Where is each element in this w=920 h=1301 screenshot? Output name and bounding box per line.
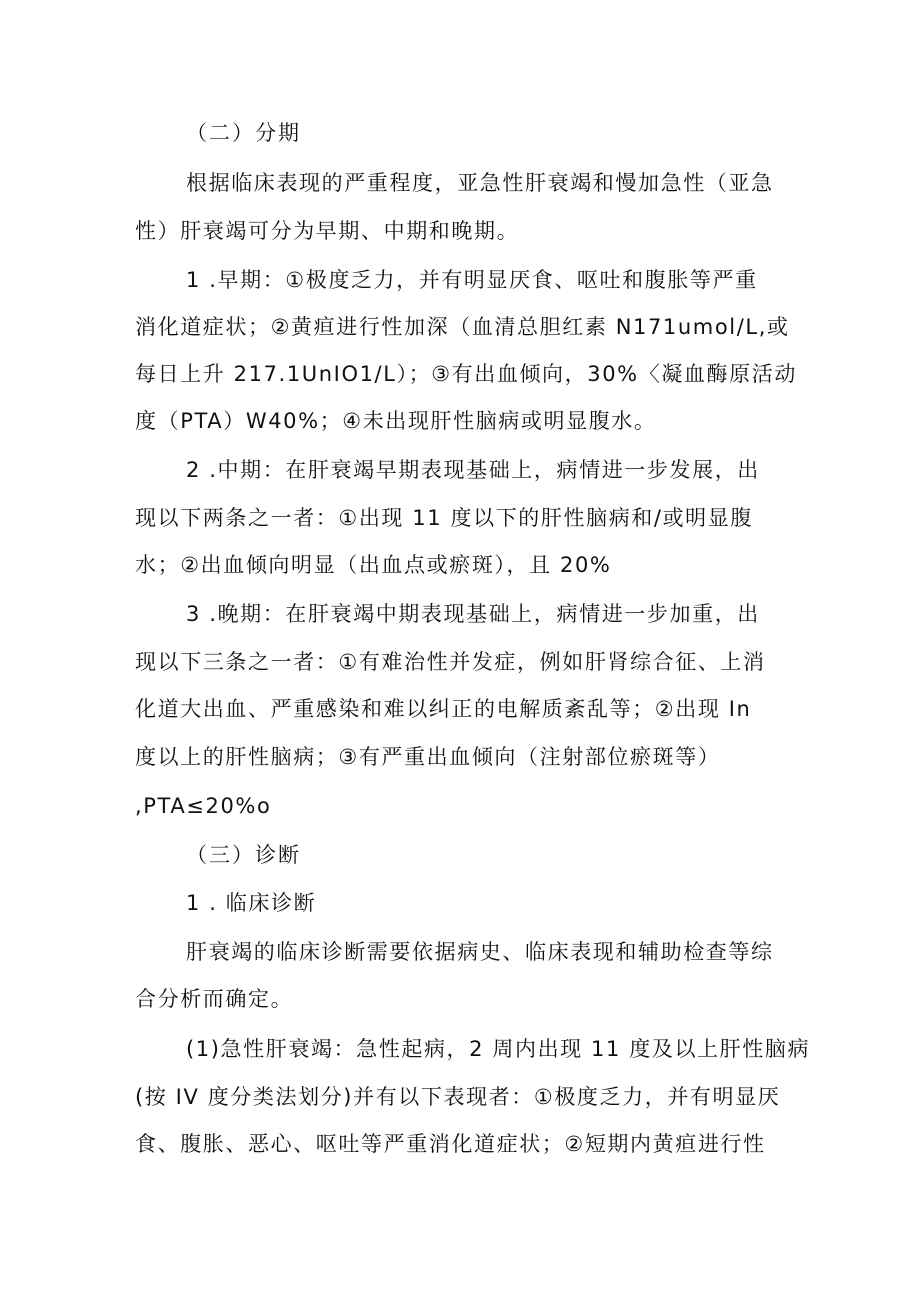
paragraph-line: 根据临床表现的严重程度，亚急性肝衰竭和慢加急性（亚急 <box>186 171 774 195</box>
paragraph-line: 水；②出血倾向明显（出血点或瘀斑），且 20% <box>135 553 612 577</box>
paragraph-line: 性）肝衰竭可分为早期、中期和晚期。 <box>135 219 520 243</box>
paragraph-line: 现以下两条之一者：①出现 11 度以下的肝性脑病和/或明显腹 <box>135 506 753 530</box>
paragraph-line: ,PTA≤20%o <box>135 794 272 818</box>
paragraph-line: 食、腹胀、恶心、呕吐等严重消化道症状；②短期内黄疸进行性 <box>135 1132 766 1156</box>
paragraph-line: 度（PTA）W40%；④未出现肝性脑病或明显腹水。 <box>135 409 657 433</box>
paragraph-line: 每日上升 217.1UnIO1/L）；③有出血倾向，30%〈凝血酶原活动 <box>135 362 797 386</box>
paragraph-line: 消化道症状；②黄疸进行性加深（血清总胆红素 N171umol/L,或 <box>135 315 790 339</box>
section-heading-diagnosis: （三）诊断 <box>186 843 301 867</box>
paragraph-line: 合分析而确定。 <box>135 987 294 1011</box>
paragraph-line: 肝衰竭的临床诊断需要依据病史、临床表现和辅助检查等综 <box>186 940 774 964</box>
paragraph-line: 1 .早期：①极度乏力，并有明显厌食、呕吐和腹胀等严重 <box>186 268 758 292</box>
paragraph-line: 3 .晚期：在肝衰竭中期表现基础上，病情进一步加重，出 <box>186 602 760 626</box>
section-heading-staging: （二）分期 <box>186 121 301 145</box>
paragraph-line: (按 IV 度分类法划分)并有以下表现者：①极度乏力，并有明显厌 <box>135 1085 781 1109</box>
paragraph-line: 化道大出血、严重感染和难以纠正的电解质紊乱等；②出现 In <box>135 697 752 721</box>
paragraph-line: 度以上的肝性脑病；③有严重出血倾向（注射部位瘀斑等） <box>135 745 721 769</box>
paragraph-line: 2 .中期：在肝衰竭早期表现基础上，病情进一步发展，出 <box>186 458 760 482</box>
subheading-clinical-diagnosis: 1 . 临床诊断 <box>186 891 317 915</box>
paragraph-line: (1)急性肝衰竭：急性起病，2 周内出现 11 度及以上肝性脑病 <box>186 1037 811 1061</box>
paragraph-line: 现以下三条之一者：①有难治性并发症，例如肝肾综合征、上消 <box>135 650 766 674</box>
